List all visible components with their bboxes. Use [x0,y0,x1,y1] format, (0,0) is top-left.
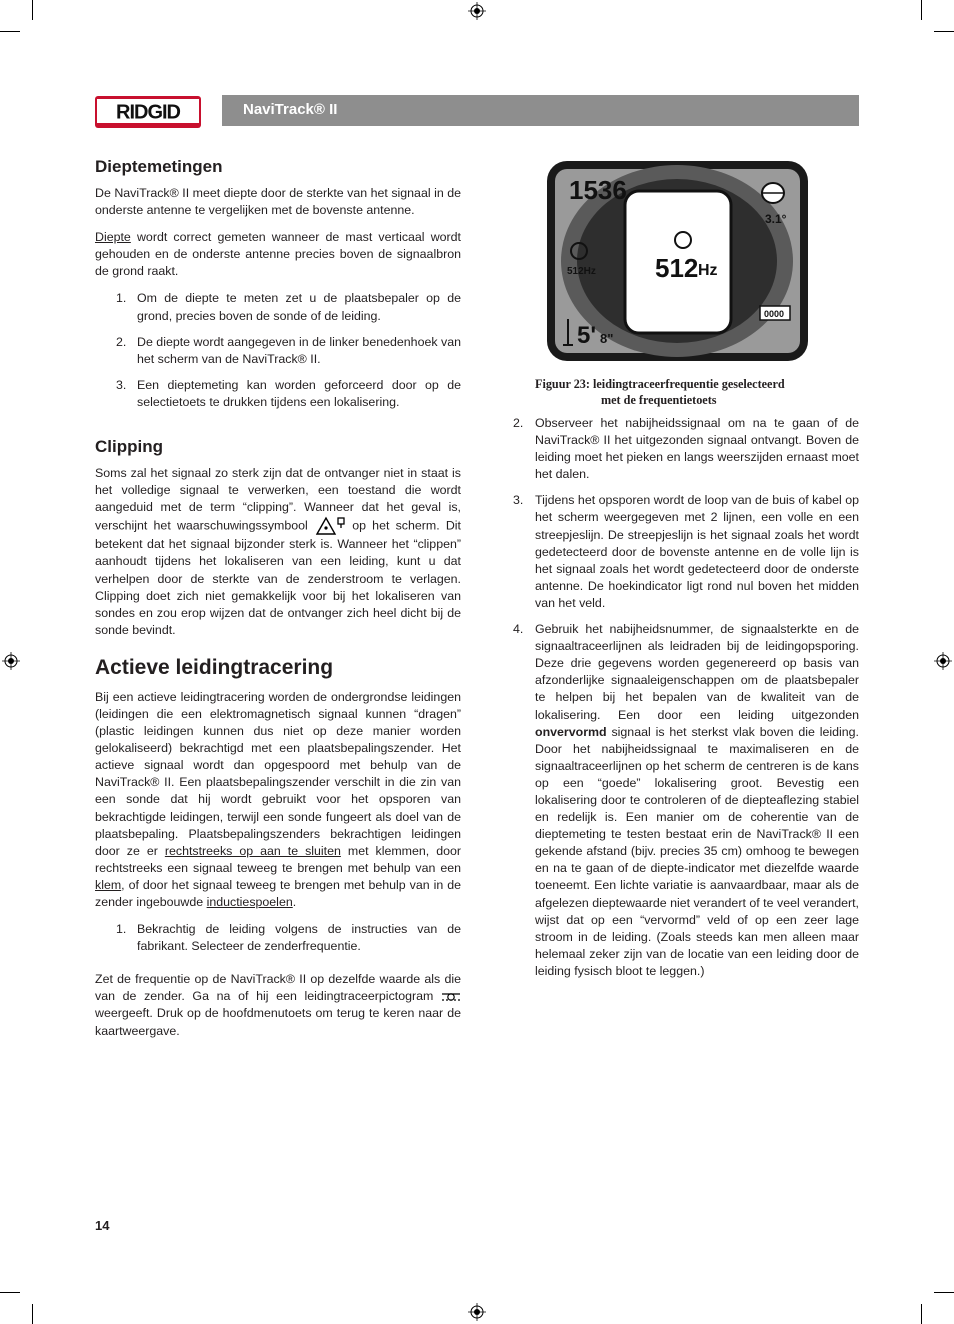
header-bar [222,95,859,126]
crop-mark [0,31,20,32]
caption-line: Figuur 23: leidingtraceerfrequentie geselecteerd [535,377,785,391]
paragraph [95,971,461,1039]
text: met klemmen, door rechtstreeks een signaal teweeg te brengen met behulp van een [95,843,462,875]
battery-level: 0000 [764,309,785,319]
section-title-active-tracing: Actieve leidingtracering [95,655,334,679]
proximity-number: 1536 [569,175,627,205]
text: signaal is het sterkst vlak boven die leiding. Door het nabijheidssignaal te maximaliseren en de signaaltraceerlijnen op het scherm de centreren is de kans op een “goede” lokalisering groot. Bevestig een lokalisering door te controleren of de diepteaflezing stabiel en redelijk is. Een manier om de coherentie van de dieptemeting te testen bestaat erin de NaviTrack® II een gekende afstand (bijv. precies 35 cm) omhoog te bewegen en na te gaan of de diepte-indicator met diezelfde waarde toeneemt. Een lichte variatie is aanvaardbaar, maar als de afgelezen dieptewaarde niet verandert of te veel verandert, wijst dat op een “vervormd” veld of op een zeer lage stroom in de leiding. (Zoals steeds kan men alleen maar helemaal zeker zijn van de locatie van een leiding door de leiding fysisch bloot te leggen.) [535,724,859,978]
paragraph [95,465,461,639]
glossary-link[interactable]: rechtstreeks op aan te sluiten [164,843,341,858]
list-text: Tijdens het opsporen wordt de loop van de buis of kabel op het scherm weergegeven met 2 lijnen, een volle en een streepjeslijn. De streepjeslijn is het signaal zoals het wordt gedetecteerd door de bovenste antenne en de volle lijn is het signaal zoals het wordt gedetecteerd door de onderste antenne. De hoekindicator ligt rond nul boven het midden van het veld. [535,493,859,610]
depth-inches: 8" [600,331,614,346]
device-screen-figure [547,161,808,361]
list-item [513,492,859,612]
list-number: 3. [116,377,127,392]
crop-mark [921,0,922,20]
glossary-link[interactable]: klem [95,877,122,892]
list-number: 1. [116,291,127,306]
side-frequency: 512Hz [567,266,596,277]
depth-feet: 5' [577,322,597,349]
emphasis-text: onvervormd [535,724,607,739]
list-number: 3. [513,493,524,508]
depth-steps [95,290,461,411]
text: Gebruik het nabijheidsnummer, de signaalsterkte en de signaaltraceerlijnen als leidraden bij de leidingopsporing. Deze drie gegevens worden gegenereerd op basis van afzonderlijke signaaleigenschappen om de plaatsbepaler te helpen bij het bepalen van de kwaliteit van de lokalisering. Een door een leiding uitgezonden [535,622,859,722]
crop-mark [0,1292,20,1293]
active-steps [95,921,461,955]
clipping-warning-icon [314,516,346,536]
list-text: Observeer het nabijheidssignaal om na te gaan of de NaviTrack® II het uitgezonden signaal ontvangt. Boven de leiding moet het pieken en langs weerszijden ernaast moet het dalen. [535,416,859,482]
crop-mark [32,0,33,20]
list-item [95,290,461,324]
registration-mark-icon [468,1303,486,1321]
product-title: NaviTrack® II [243,101,338,118]
paragraph: De NaviTrack® II meet diepte door de sterkte van het signaal in de onderste antenne te vergelijken met de bovenste antenne. [95,186,461,218]
angle-value: 3.1° [765,212,787,226]
section-title-depth: Dieptemetingen [95,157,223,176]
crop-mark [921,1304,922,1324]
section-title-clipping: Clipping [95,437,163,457]
text: op het scherm. Dit betekent dat het signaal bijzonder sterk is. Wanneer het “clippen” aanhoudt tijdens het lokaliseren van een leiding, kunt u dat verhelpen door de sterkte van de zenderstroom te verlagen. Clipping doet zich niet gemakkelijk voor bij het lokaliseren van sondes en zou erop wijzen dat de ontvanger zich heel dicht bij de sonde bevindt. [95,518,462,637]
list-number: 2. [116,334,127,349]
list-item [95,377,461,411]
registration-mark-icon [934,652,952,670]
list-number: 1. [116,922,127,937]
tracing-steps [513,415,859,980]
glossary-link[interactable]: inductiespoelen [206,895,293,909]
text: Bij een actieve leidingtracering worden de ondergrondse leidingen (leidingen die een elektromagnetisch signaal kunnen “dragen” (plastic leidingen kunnen dus niet op deze manier worden gelokaliseerd) bekrachtigd met een plaatsbepalingszender. Het actieve signaal wordt dan opgespoord met behulp van de NaviTrack® II. Een plaatsbepalingszender verschilt in die zin van een sonde dat hij wordt gebruikt voor het opsporen van bekrachtigde leidingen, terwijl een sonde fungeert als doel van de plaatsbepaling. Plaatsbepalingszenders bekrachtigen leidingen door ze er [95,689,461,858]
list-text: Een dieptemeting kan worden geforceerd door op de selectietoets te drukken tijdens een lokalisering. [137,377,461,409]
line-trace-icon [441,990,461,1004]
list-text: Bekrachtig de leiding volgens de instructies van de fabrikant. Selecteer de zenderfrequentie. [137,922,461,954]
left-column [95,157,461,1050]
right-column [513,415,859,992]
paragraph [95,689,461,911]
center-frequency-value: 512 [655,253,699,283]
page-number: 14 [95,1218,110,1233]
paragraph [95,229,461,280]
list-text: De diepte wordt aangegeven in de linker benedenhoek van het scherm van de NaviTrack® II. [137,334,461,366]
crop-mark [934,1292,954,1293]
list-text: Om de diepte te meten zet u de plaatsbepaler op de grond, precies boven de sonde of de leiding. [137,291,461,323]
text: Zet de frequentie op de NaviTrack® II op dezelfde waarde als die van de zender. Ga na of hij een leidingtraceerpictogram [95,972,461,1004]
center-frequency-unit: Hz [698,262,718,279]
list-number: 2. [513,416,524,430]
list-item [95,921,461,955]
text: weergeeft. Druk op de hoofdmenutoets om terug te keren naar de kaartweergave. [95,1006,461,1038]
glossary-link[interactable]: Diepte [95,230,131,245]
crop-mark [934,31,954,32]
list-item [513,415,859,483]
list-number: 4. [513,622,524,637]
text: Soms zal het signaal zo sterk zijn dat de ontvanger niet in staat is het volledige signaal te verwerken, een toestand die wordt aangeduid met de term “clipping”. Wanneer dat het geval is, verschijnt het waarschuwingssymbool [95,466,461,533]
text: wordt correct gemeten wanneer de mast verticaal wordt gehouden en de onderste antenne precies boven de signaalbron de grond raakt. [95,230,461,279]
list-item [95,334,461,368]
text: . [292,895,297,909]
list-item [513,621,859,980]
svg-text:RIDGID: RIDGID [116,101,180,124]
crop-mark [32,1304,33,1324]
caption-line: met de frequentietoets [601,393,717,407]
figure-caption [535,376,865,408]
registration-mark-icon [468,2,486,20]
text: , of door het signaal teweeg te brengen met behulp van in de zender ingebouwde [95,877,461,909]
registration-mark-icon [2,652,20,670]
ridgid-logo [95,96,201,128]
